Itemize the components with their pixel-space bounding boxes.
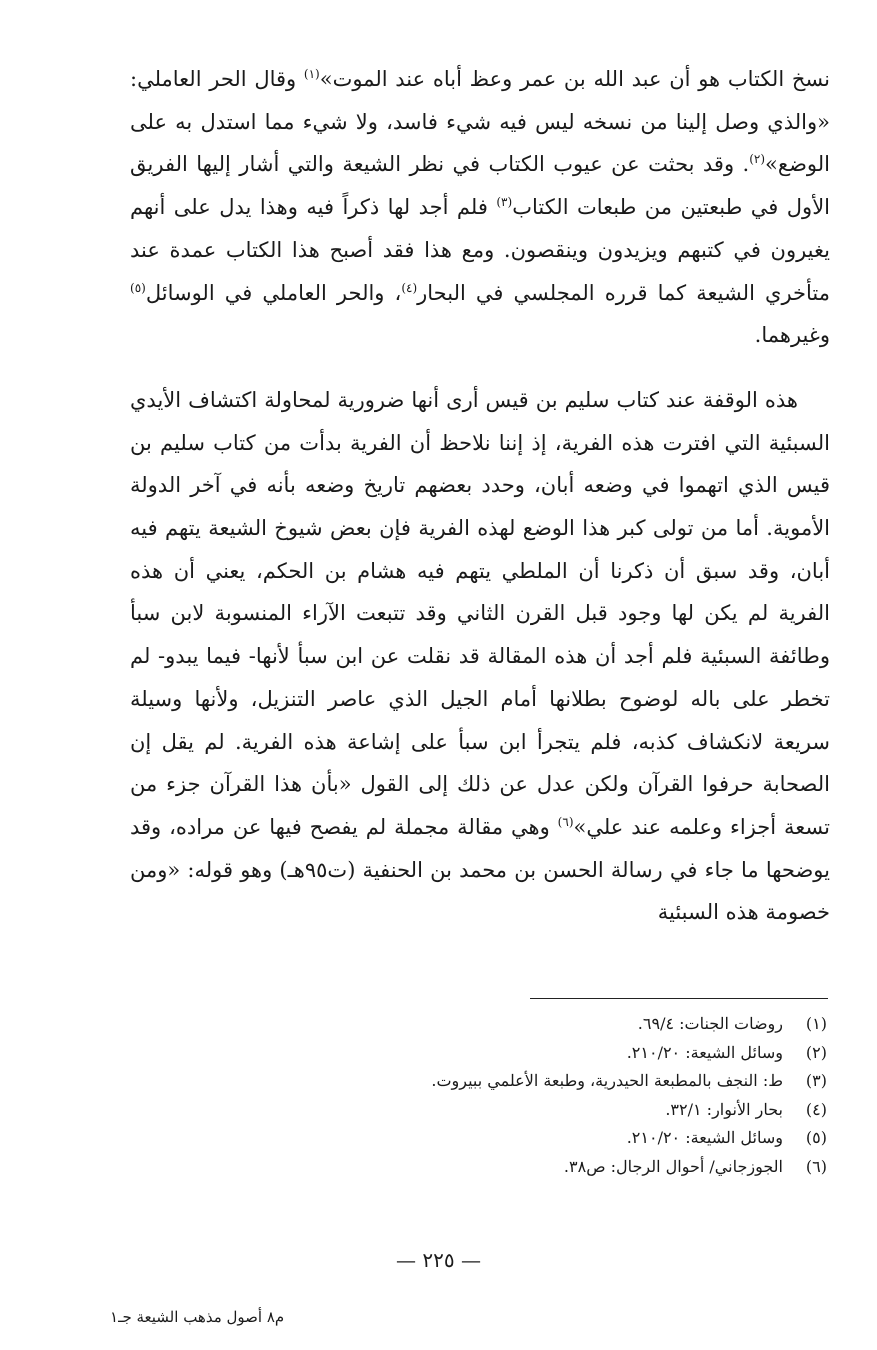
text-run: هذه الوقفة عند كتاب سليم بن قيس أرى أنها ضرورية لمحاولة اكتشاف الأيدي السبئية التي افترت هذه الفرية، إذ إننا نلاحظ أن الفرية بدأت من كتاب سليم بن قيس الذي اتهموا في وضعه أبان، وحدد بعضهم تاريخ وضعه بأنه في آخر الدولة الأموية. أما من تولى كبر هذا الوضع لهذه الفرية فإن بعض شيوخ الشيعة يتهم فيه أبان، وقد سبق أن ذكرنا أن الملطي يتهم فيه هشام بن الحكم، يعني أن هذه الفرية لم يكن لها وجود قبل القرن الثاني وقد تتبعت الآراء المنسوبة لابن سبأ وطائفة السبئية فلم أجد أن هذه المقالة قد نقلت عن ابن سبأ لأنها- فيما يبدو- لم تخطر على باله لوضوح بطلانها أمام الجيل الذي عاصر التنزيل، ولأنها وسيلة سريعة لانكشاف كذبه، فلم يتجرأ ابن سبأ على إشاعة هذه الفرية. لم يقل إن الصحابة حرفوا القرآن ولكن عدل عن ذلك إلى القول «بأن هذا القرآن جزء من تسعة أجزاء وعلمه عند علي» bbox=[130, 387, 831, 839]
text-run: فلم أجد لها ذكراً فيه وهذا يدل على أنهم يغيرون في كتبهم ويزيدون وينقصون. ومع هذا فقد أصبح هذا الكتاب عمدة عند متأخري الشيعة كما قرره المجلسي في البحار bbox=[130, 195, 830, 305]
printer-signature: م٨ أصول مذهب الشيعة جـ١ bbox=[110, 1308, 285, 1326]
footnote-text: الجوزجاني/ أحوال الرجال: ص٣٨. bbox=[563, 1156, 783, 1176]
footnote-marker: (٢) bbox=[749, 152, 766, 167]
footnote-number: (١) bbox=[805, 1014, 827, 1033]
footnote bbox=[187, 1010, 827, 1039]
text-run: وقال الحر العاملي: «والذي وصل إلينا من نسخه ليس فيه شيء فاسد، ولا شيء مما استدل به على الوضع» bbox=[130, 67, 830, 177]
footnote bbox=[187, 1067, 827, 1096]
footnote bbox=[187, 1124, 827, 1153]
footnote-text: روضات الجنات: ٦٩/٤. bbox=[637, 1014, 783, 1033]
footnote-text: بحار الأنوار: ٣٢/١. bbox=[665, 1099, 783, 1119]
text-run: . وقد بحثت عن عيوب الكتاب في نظر الشيعة والتي أشار إليها الفريق الأول في طبعتين من طبعات الكتاب bbox=[130, 152, 830, 220]
footnote-number: (٥) bbox=[805, 1128, 827, 1147]
footnote-marker: (٦) bbox=[557, 814, 574, 829]
text-run: نسخ الكتاب هو أن عبد الله بن عمر وعظ أباه عند الموت» bbox=[319, 67, 831, 91]
body-text bbox=[130, 58, 830, 934]
text-run: وغيرهما. bbox=[754, 323, 830, 348]
text-run: وهي مقالة مجملة لم يفصح فيها عن مراده، وقد يوضحها ما جاء في رسالة الحسن بن محمد بن الحنفية (ت٩٥هـ) وهو قوله: «ومن خصومة هذه السبئية bbox=[130, 814, 831, 925]
footnote-number: (٣) bbox=[805, 1071, 827, 1090]
paragraph bbox=[130, 58, 830, 357]
footnote-separator bbox=[530, 998, 828, 999]
footnote bbox=[187, 1096, 827, 1125]
footnote-text: ط: النجف بالمطبعة الحيدرية، وطبعة الأعلمي ببيروت. bbox=[431, 1071, 783, 1090]
footnote-number: (٢) bbox=[805, 1042, 827, 1062]
text-run: ، والحر العاملي في الوسائل bbox=[145, 280, 402, 305]
paragraph-gap bbox=[130, 357, 830, 379]
footnote bbox=[187, 1039, 827, 1068]
footnote-marker: (٥) bbox=[130, 280, 146, 295]
footnote-marker: (١) bbox=[303, 67, 320, 81]
footnote-number: (٦) bbox=[805, 1156, 827, 1176]
footnote bbox=[187, 1153, 827, 1182]
page-number: — ٢٢٥ — bbox=[396, 1248, 481, 1272]
footnote-marker: (٤) bbox=[401, 280, 418, 295]
footnote-number: (٤) bbox=[805, 1099, 827, 1119]
footnotes bbox=[187, 1010, 827, 1181]
footnote-text: وسائل الشيعة: ٢١٠/٢٠. bbox=[626, 1128, 783, 1147]
footnote-text: وسائل الشيعة: ٢١٠/٢٠. bbox=[626, 1042, 783, 1062]
footnote-marker: (٣) bbox=[496, 195, 513, 210]
paragraph bbox=[130, 379, 830, 934]
